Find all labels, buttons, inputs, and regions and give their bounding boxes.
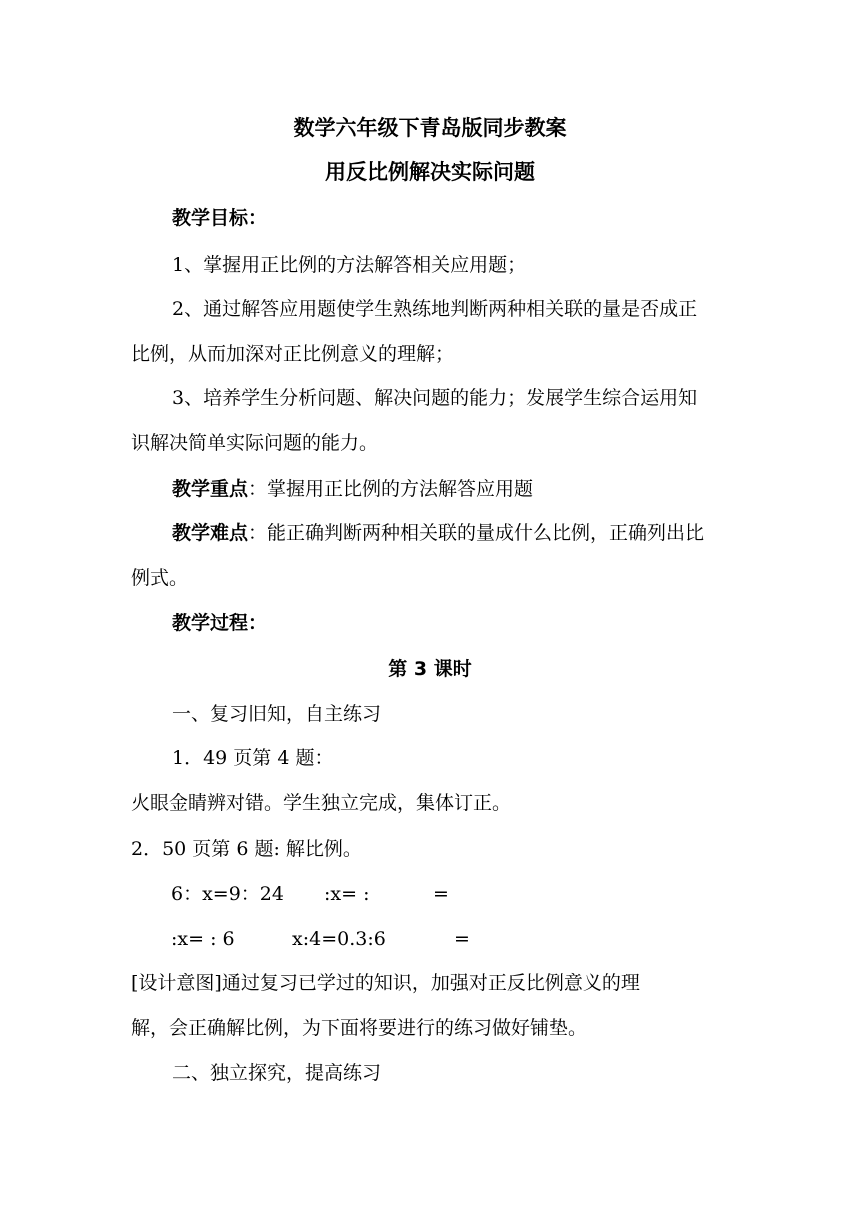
difficulty-text: ：能正确判断两种相关联的量成什么比例，正确列出比 [248, 522, 705, 544]
key-point-text: ：掌握用正比例的方法解答应用题 [248, 478, 534, 500]
item-1: 1．49 页第 4 题： [172, 747, 334, 769]
objective-3-line-1: 3、培养学生分析问题、解决问题的能力；发展学生综合运用知 [172, 387, 698, 409]
section-2-heading: 二、独立探究，提高练习 [172, 1062, 382, 1084]
difficulty [172, 521, 704, 545]
equation-4: :x= : 6 [171, 928, 235, 950]
item-2: 2．50 页第 6 题: 解比例。 [131, 838, 362, 860]
page-subtitle: 用反比例解决实际问题 [325, 160, 535, 184]
section-1-heading: 一、复习旧知，自主练习 [172, 703, 382, 725]
equation-2: :x= : [324, 883, 370, 905]
equation-3: = [433, 883, 449, 905]
objective-2-line-1: 2、通过解答应用题使学生熟练地判断两种相关联的量是否成正 [172, 298, 698, 320]
objectives-heading: 教学目标： [172, 207, 268, 229]
process-heading: 教学过程： [172, 612, 268, 634]
difficulty-line-2: 例式。 [131, 567, 189, 589]
design-intent-line-2: 解，会正确解比例，为下面将要进行的练习做好铺垫。 [131, 1017, 588, 1039]
key-point-label: 教学重点 [172, 478, 249, 500]
equation-5: x:4=0.3:6 [292, 928, 386, 950]
difficulty-label: 教学难点 [172, 522, 249, 544]
page-title: 数学六年级下青岛版同步教案 [293, 116, 567, 140]
item-1-description: 火眼金睛辨对错。学生独立完成，集体订正。 [131, 792, 512, 814]
equation-1: 6：x=9：24 [171, 883, 284, 905]
design-intent-line-1: [设计意图]通过复习已学过的知识，加强对正反比例意义的理 [131, 972, 640, 994]
objective-2-line-2: 比例，从而加深对正比例意义的理解； [131, 343, 455, 365]
objective-1: 1、掌握用正比例的方法解答相关应用题； [172, 254, 527, 276]
key-point [172, 477, 533, 501]
objective-3-line-2: 识解决简单实际问题的能力。 [131, 432, 379, 454]
lesson-number: 第 3 课时 [388, 658, 472, 680]
equation-6: = [454, 928, 470, 950]
